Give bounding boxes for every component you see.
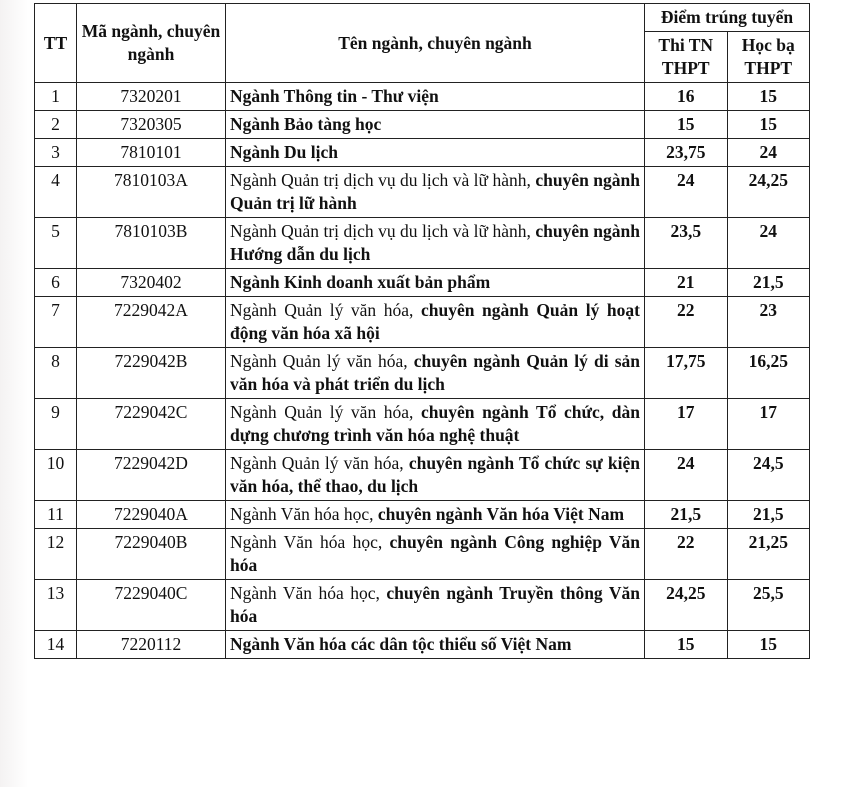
major-name-bold: chuyên ngành Quản lý di sản văn hóa và phát triển du lịch	[230, 351, 640, 394]
header-score-group: Điểm trúng tuyển	[645, 4, 810, 32]
score-transcript: 24,25	[727, 167, 810, 218]
major-code: 7229040C	[77, 580, 226, 631]
score-transcript: 21,25	[727, 529, 810, 580]
major-code: 7229042D	[77, 450, 226, 501]
major-code: 7229040B	[77, 529, 226, 580]
major-name-plain: Ngành Văn hóa học,	[230, 504, 378, 524]
major-name-plain: Ngành Quản trị dịch vụ du lịch và lữ hành,	[230, 221, 536, 241]
admission-score-table	[34, 3, 810, 659]
table-row	[35, 348, 810, 399]
row-number: 4	[35, 167, 77, 218]
major-name	[226, 501, 645, 529]
major-name-plain: Ngành Quản trị dịch vụ du lịch và lữ hành,	[230, 170, 536, 190]
major-name-plain: Ngành Quản lý văn hóa,	[230, 300, 421, 320]
major-name-bold: Ngành Bảo tàng học	[230, 114, 382, 134]
row-number: 11	[35, 501, 77, 529]
score-exam: 15	[645, 631, 728, 659]
major-code: 7229042C	[77, 399, 226, 450]
major-code: 7810103B	[77, 218, 226, 269]
major-code: 7229042B	[77, 348, 226, 399]
score-transcript: 16,25	[727, 348, 810, 399]
major-name-plain: Ngành Văn hóa học,	[230, 583, 387, 603]
table-body	[35, 83, 810, 659]
score-exam: 23,75	[645, 139, 728, 167]
major-name-bold: chuyên ngành Quản lý hoạt động văn hóa xã hội	[230, 300, 640, 343]
table-row	[35, 631, 810, 659]
row-number: 2	[35, 111, 77, 139]
score-exam: 17	[645, 399, 728, 450]
major-name	[226, 399, 645, 450]
major-name-bold: Ngành Thông tin - Thư viện	[230, 86, 439, 106]
row-number: 6	[35, 269, 77, 297]
row-number: 14	[35, 631, 77, 659]
major-name	[226, 348, 645, 399]
score-exam: 21	[645, 269, 728, 297]
table-row	[35, 167, 810, 218]
major-name-bold: chuyên ngành Tổ chức sự kiện văn hóa, thể thao, du lịch	[230, 453, 640, 496]
major-name	[226, 167, 645, 218]
major-name-bold: chuyên ngành Văn hóa Việt Nam	[377, 504, 625, 524]
score-transcript: 15	[727, 111, 810, 139]
major-name-plain: Ngành Quản lý văn hóa,	[230, 402, 421, 422]
table-row	[35, 297, 810, 348]
major-name-bold: Ngành Du lịch	[230, 142, 338, 162]
major-code: 7320305	[77, 111, 226, 139]
row-number: 10	[35, 450, 77, 501]
table-row	[35, 139, 810, 167]
major-code: 7810101	[77, 139, 226, 167]
row-number: 7	[35, 297, 77, 348]
table-row	[35, 269, 810, 297]
row-number: 12	[35, 529, 77, 580]
table-row	[35, 580, 810, 631]
header-name: Tên ngành, chuyên ngành	[226, 4, 645, 83]
major-name-bold: chuyên ngành Công nghiệp Văn hóa	[230, 532, 640, 575]
row-number: 5	[35, 218, 77, 269]
table-row	[35, 399, 810, 450]
major-name	[226, 529, 645, 580]
score-transcript: 15	[727, 83, 810, 111]
header-tt: TT	[35, 4, 77, 83]
major-name-bold: chuyên ngành Tổ chức, dàn dựng chương trình văn hóa nghệ thuật	[230, 402, 640, 445]
major-code: 7810103A	[77, 167, 226, 218]
table-row	[35, 450, 810, 501]
header-score-exam: Thi TN THPT	[645, 32, 728, 83]
score-transcript: 21,5	[727, 501, 810, 529]
major-code: 7229042A	[77, 297, 226, 348]
table-row	[35, 218, 810, 269]
row-number: 9	[35, 399, 77, 450]
score-transcript: 17	[727, 399, 810, 450]
table-row	[35, 111, 810, 139]
major-name	[226, 580, 645, 631]
score-transcript: 15	[727, 631, 810, 659]
score-exam: 24	[645, 450, 728, 501]
score-transcript: 24,5	[727, 450, 810, 501]
score-exam: 24	[645, 167, 728, 218]
major-code: 7320201	[77, 83, 226, 111]
major-code: 7229040A	[77, 501, 226, 529]
major-name-bold: Ngành Kinh doanh xuất bản phẩm	[230, 272, 491, 292]
major-code: 7220112	[77, 631, 226, 659]
major-name-bold: chuyên ngành Quản trị lữ hành	[230, 170, 640, 213]
major-name-bold: Ngành Văn hóa các dân tộc thiểu số Việt Nam	[230, 634, 572, 654]
header-score-transcript: Học bạ THPT	[727, 32, 810, 83]
score-exam: 16	[645, 83, 728, 111]
score-transcript: 23	[727, 297, 810, 348]
major-name	[226, 218, 645, 269]
score-exam: 22	[645, 297, 728, 348]
table-row	[35, 529, 810, 580]
major-code: 7320402	[77, 269, 226, 297]
score-transcript: 24	[727, 218, 810, 269]
major-name	[226, 450, 645, 501]
major-name	[226, 297, 645, 348]
score-exam: 23,5	[645, 218, 728, 269]
score-exam: 15	[645, 111, 728, 139]
major-name	[226, 83, 645, 111]
major-name-plain: Ngành Quản lý văn hóa,	[230, 453, 409, 473]
major-name-bold: chuyên ngành Truyền thông Văn hóa	[230, 583, 640, 626]
major-name-plain: Ngành Văn hóa học,	[230, 532, 390, 552]
row-number: 8	[35, 348, 77, 399]
header-code: Mã ngành, chuyên ngành	[77, 4, 226, 83]
score-exam: 24,25	[645, 580, 728, 631]
major-name	[226, 269, 645, 297]
table-row	[35, 501, 810, 529]
table-row	[35, 83, 810, 111]
score-transcript: 25,5	[727, 580, 810, 631]
major-name-plain: Ngành Quản lý văn hóa,	[230, 351, 414, 371]
major-name	[226, 139, 645, 167]
score-exam: 22	[645, 529, 728, 580]
row-number: 13	[35, 580, 77, 631]
row-number: 1	[35, 83, 77, 111]
score-transcript: 24	[727, 139, 810, 167]
major-name	[226, 111, 645, 139]
score-exam: 17,75	[645, 348, 728, 399]
major-name-bold: chuyên ngành Hướng dẫn du lịch	[230, 221, 640, 264]
row-number: 3	[35, 139, 77, 167]
major-name	[226, 631, 645, 659]
score-exam: 21,5	[645, 501, 728, 529]
score-transcript: 21,5	[727, 269, 810, 297]
